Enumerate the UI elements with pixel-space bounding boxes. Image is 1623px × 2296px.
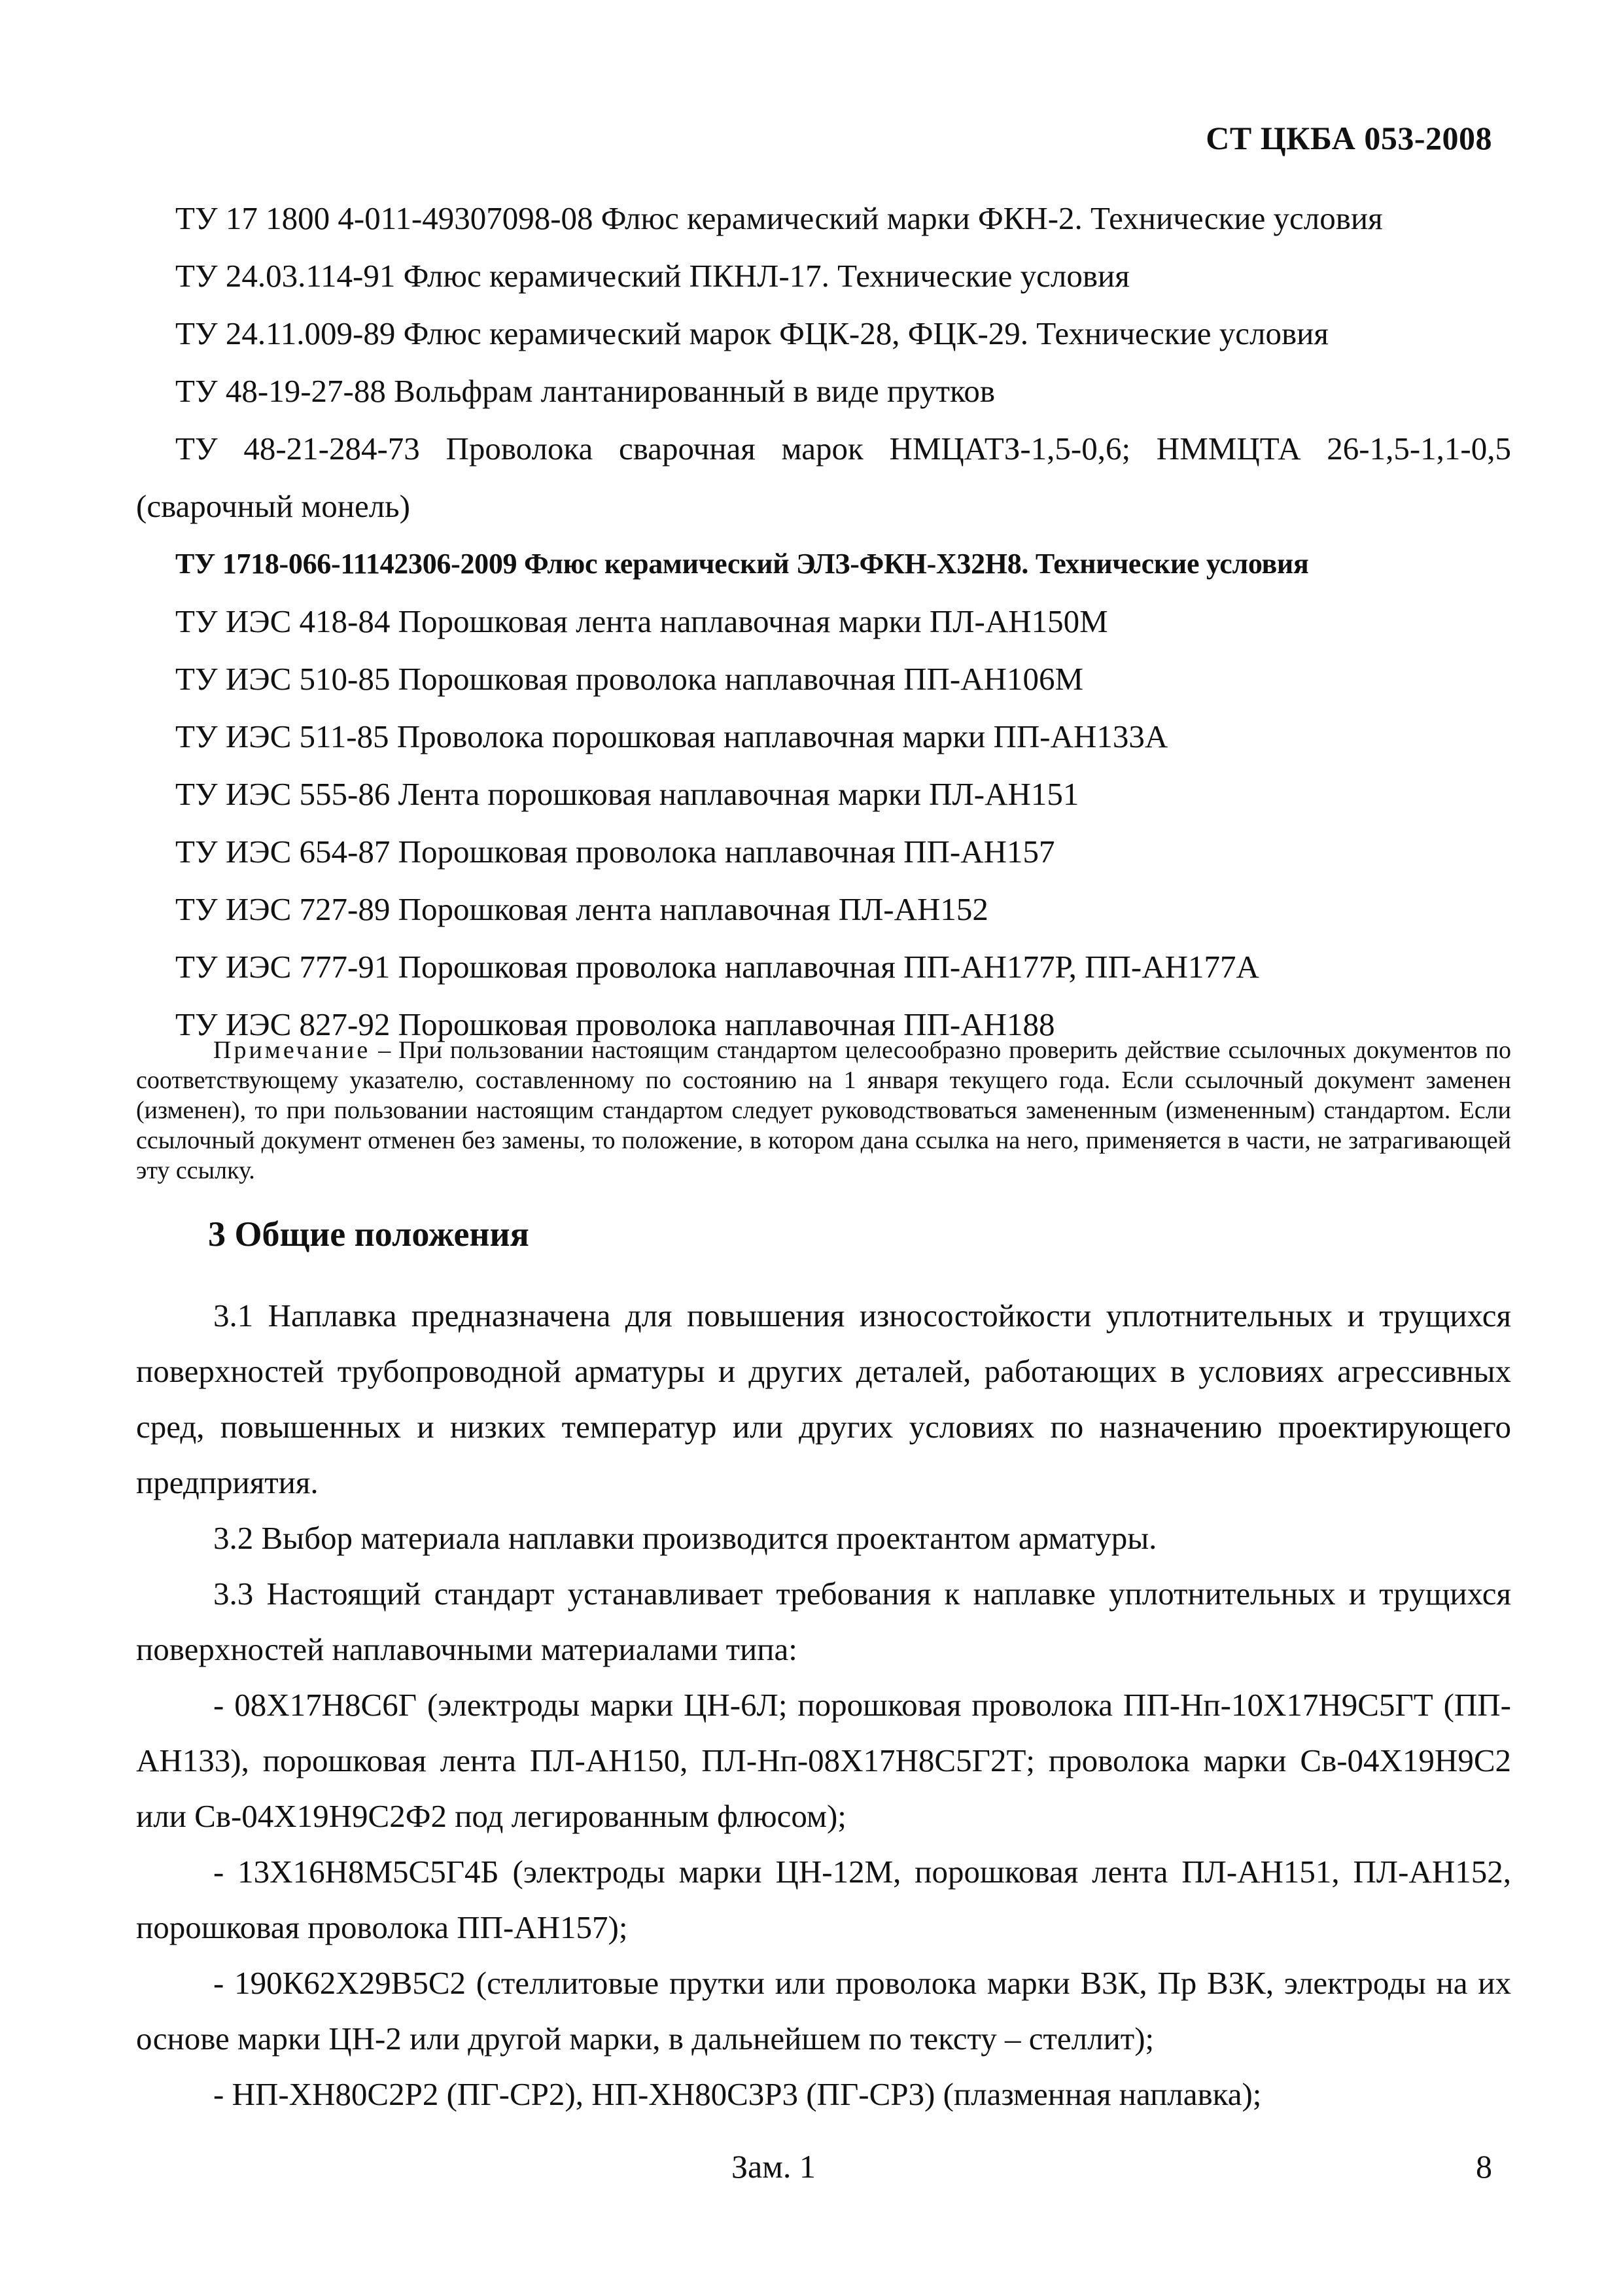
list-item: - 13Х16Н8М5С5Г4Б (электроды марки ЦН-12М, порошковая лента ПЛ-АН151, ПЛ-АН152, порошковая проволока ПП-АН157); — [136, 1854, 1511, 1945]
section-title: 3 Общие положения — [208, 1214, 529, 1254]
note-text: – При пользовании настоящим стандартом целесообразно проверить действие ссылочных документов по соответствующему указателю, составленному по состоянию на 1 января текущего года. Если ссылочный документ заменен (изменен), то при пользовании настоящим стандартом следует руководствоваться замененным (измененным) стандартом. Если ссылочный документ отменен без замены, то положение, в котором дана ссылка на него, применяется в части, не затрагивающей эту ссылку. — [136, 1036, 1511, 1184]
reference-item: ТУ 24.11.009-89 Флюс керамический марок ФЦК-28, ФЦК-29. Технические условия — [175, 315, 1329, 351]
reference-item: ТУ ИЭС 777-91 Порошковая проволока наплавочная ПП-АН177Р, ПП-АН177А — [175, 949, 1259, 985]
note-label: Примечание — [213, 1036, 371, 1064]
reference-item: ТУ ИЭС 555-86 Лента порошковая наплавочная марки ПЛ-АН151 — [175, 776, 1079, 812]
paragraph: 3.1 Наплавка предназначена для повышения износостойкости уплотнительных и трущихся поверхностей трубопроводной арматуры и других деталей, работающих в условиях агрессивных сред, повышенных и низких температур или других условиях по назначению проектирующего предприятия. — [136, 1298, 1511, 1500]
page-number: 8 — [1476, 2148, 1492, 2185]
list-item: - 08Х17Н8С6Г (электроды марки ЦН-6Л; порошковая проволока ПП-Нп-10Х17Н9С5ГТ (ПП-АН133), порошковая лента ПЛ-АН150, ПЛ-Нп-08Х17Н8С5Г2Т; проволока марки Св-04Х19Н9С2 или Св-04Х19Н9С2Ф2 под легированным флюсом); — [136, 1687, 1511, 1834]
document-code: СТ ЦКБА 053-2008 — [1206, 120, 1492, 156]
reference-item: ТУ 17 1800 4-011-49307098-08 Флюс керамический марки ФКН-2. Технические условия — [175, 200, 1383, 236]
list-item: - НП-ХН80С2Р2 (ПГ-СР2), НП-ХН80С3Р3 (ПГ-СР3) (плазменная наплавка); — [213, 2076, 1262, 2112]
reference-item: ТУ ИЭС 418-84 Порошковая лента наплавочная марки ПЛ-АН150М — [175, 603, 1108, 639]
note-block — [136, 1035, 1511, 1186]
paragraph: 3.2 Выбор материала наплавки производится проектантом арматуры. — [213, 1520, 1157, 1556]
amendment-mark: Зам. 1 — [731, 2148, 816, 2185]
reference-item: ТУ ИЭС 510-85 Порошковая проволока наплавочная ПП-АН106М — [175, 661, 1084, 697]
reference-item-highlighted: ТУ 1718-066-11142306-2009 Флюс керамический ЭЛЗ-ФКН-Х32Н8. Технические условия — [175, 548, 1309, 580]
reference-item: ТУ 24.03.114-91 Флюс керамический ПКНЛ-17. Технические условия — [175, 258, 1130, 294]
reference-item: ТУ ИЭС 511-85 Проволока порошковая наплавочная марки ПП-АН133А — [175, 718, 1168, 754]
reference-item: ТУ ИЭС 654-87 Порошковая проволока наплавочная ПП-АН157 — [175, 834, 1055, 870]
reference-item: ТУ 48-19-27-88 Вольфрам лантанированный в виде прутков — [175, 373, 995, 409]
list-item: - 190К62Х29В5С2 (стеллитовые прутки или проволока марки В3К, Пр В3К, электроды на их основе марки ЦН-2 или другой марки, в дальнейшем по тексту – стеллит); — [136, 1965, 1511, 2057]
reference-item: ТУ ИЭС 727-89 Порошковая лента наплавочная ПЛ-АН152 — [175, 891, 988, 927]
paragraph: 3.3 Настоящий стандарт устанавливает требования к наплавке уплотнительных и трущихся поверхностей наплавочными материалами типа: — [136, 1576, 1511, 1667]
references-list — [136, 190, 1511, 1053]
reference-item: ТУ 48-21-284-73 Проволока сварочная марок НМЦАТЗ-1,5-0,6; НММЦТА 26-1,5-1,1-0,5 (сварочный монель) — [136, 431, 1511, 524]
reference-item: ТУ ИЭС 827-92 Порошковая проволока наплавочная ПП-АН188 — [175, 1006, 1055, 1042]
section-body — [136, 1288, 1511, 2122]
